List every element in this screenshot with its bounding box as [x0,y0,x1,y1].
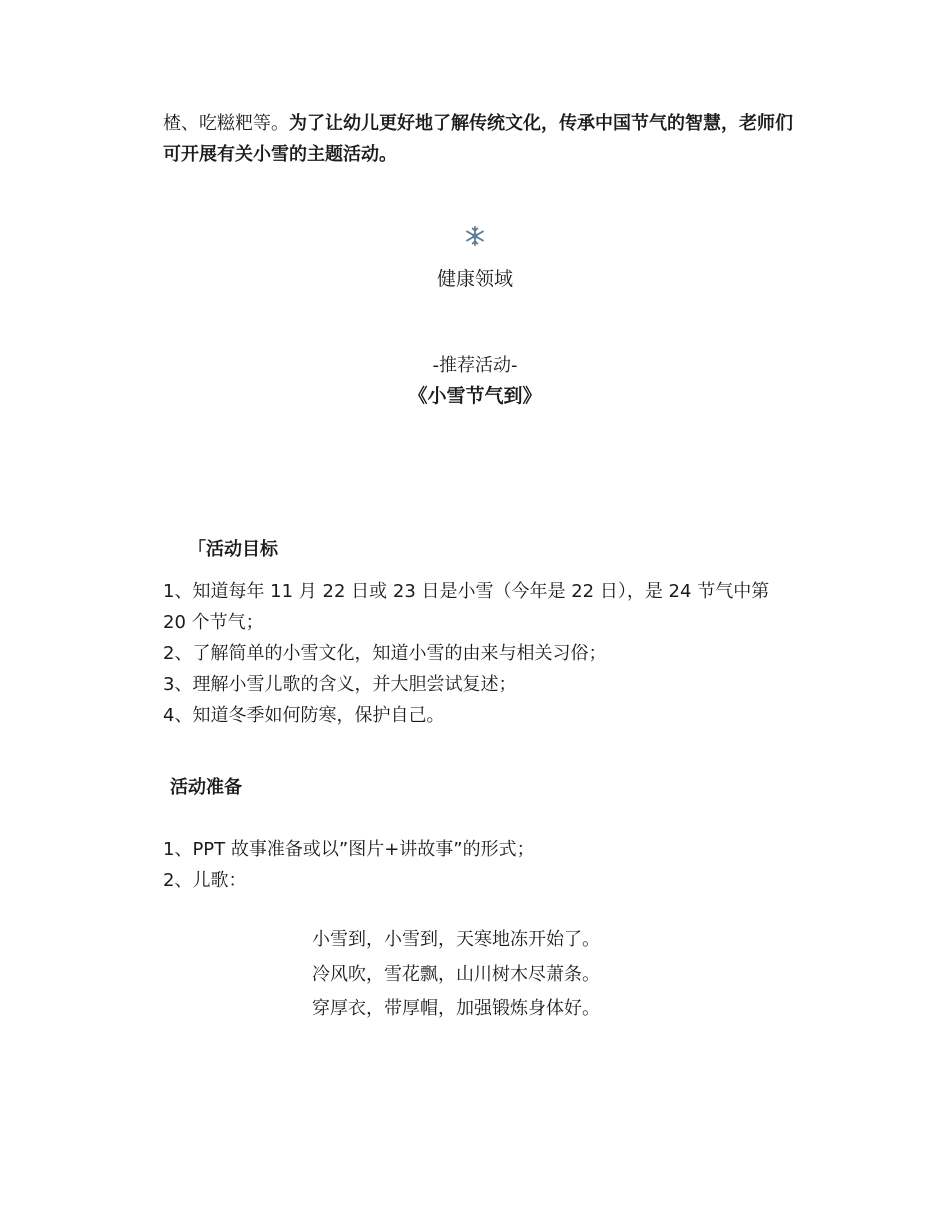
goals-heading-text: 活动目标 [206,539,278,560]
list-item: 1、PPT 故事准备或以”图片+讲故事”的形式； [163,839,535,860]
poem-line: 冷风吹，雪花飘，山川树木尽萧条。 [312,963,600,985]
list-item: 2、了解简单的小雪文化，知道小雪的由来与相关习俗； [163,643,607,664]
list-item: 3、理解小雪儿歌的含义，并大胆尝试复述； [163,674,517,695]
goals-list [163,576,793,731]
preparation-heading: 活动准备 [170,777,242,798]
list-item: 1、知道每年 11 月 22 日或 23 日是小雪（今年是 22 日），是 24 节气中第 20 个节气； [163,581,770,633]
activity-title: 《小雪节气到》 [408,385,542,407]
list-item: 4、知道冬季如何防寒，保护自己。 [163,705,445,726]
intro-plain-text: 楂、吃糍粑等。 [163,113,289,134]
snowflake-icon [0,225,950,251]
intro-bold-text: 为了让幼儿更好地了解传统文化，传承中国节气的智慧，老师们可开展有关小雪的主题活动。 [163,113,793,165]
nursery-rhyme [312,923,600,1027]
goals-heading [188,536,278,564]
heading-bracket: 「 [188,539,206,560]
recommend-label: -推荐活动- [432,355,518,376]
preparation-list [163,834,793,896]
domain-heading: 健康领域 [436,268,513,290]
intro-paragraph [163,108,793,170]
poem-line: 小雪到，小雪到，天寒地冻开始了。 [312,929,600,950]
list-item: 2、儿歌： [163,870,247,891]
poem-line: 穿厚衣，带厚帽，加强锻炼身体好。 [312,998,600,1019]
